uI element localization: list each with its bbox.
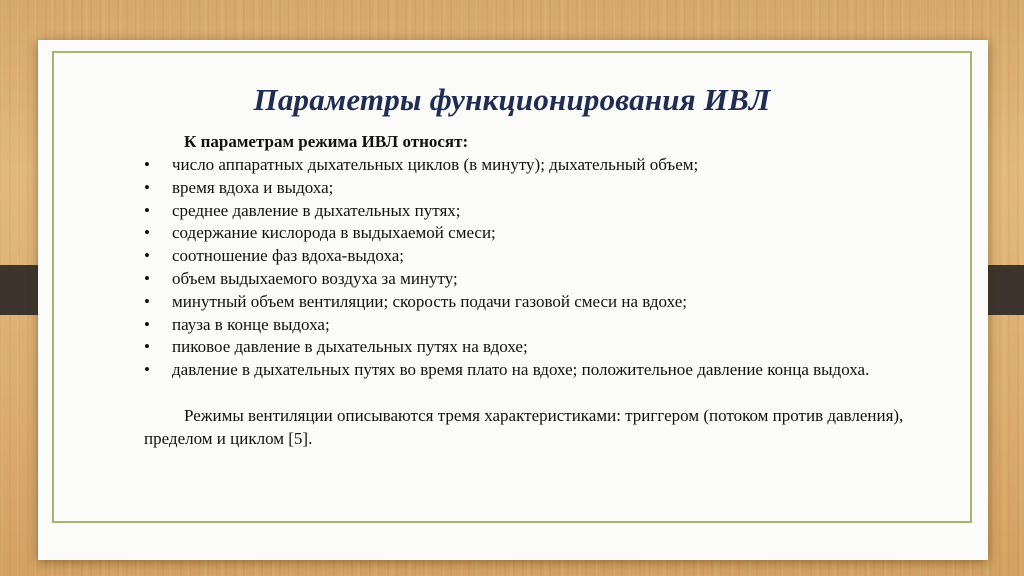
list-item: [144, 154, 904, 177]
bullet-icon: •: [144, 360, 150, 380]
list-item-text: содержание кислорода в выдыхаемой смеси;: [172, 223, 496, 243]
list-item: [144, 314, 904, 337]
bullet-icon: •: [144, 200, 150, 220]
list-item-text: соотношение фаз вдоха-выдоха;: [172, 246, 405, 266]
modes-paragraph: Режимы вентиляции описываются тремя характеристиками: триггером (потоком против давления), пределом и циклом [5].: [144, 406, 904, 448]
parameter-list: [144, 154, 904, 382]
list-item-text: среднее давление в дыхательных путях;: [172, 200, 461, 220]
list-item: [144, 336, 904, 359]
list-item-text: число аппаратных дыхательных циклов (в минуту); дыхательный объем;: [172, 155, 699, 174]
list-item: [144, 359, 904, 382]
bullet-icon: •: [144, 268, 150, 288]
bullet-icon: •: [144, 177, 150, 197]
list-item: [144, 268, 904, 291]
list-item: [144, 177, 904, 200]
list-item-text: давление в дыхательных путях во время плато на вдохе; положительное давление конца выдоха.: [172, 360, 870, 380]
list-item-text: время вдоха и выдоха;: [172, 177, 334, 197]
bullet-icon: •: [144, 314, 150, 334]
intro-text: К параметрам режима ИВЛ относят:: [184, 132, 469, 151]
list-item-text: объем выдыхаемого воздуха за минуту;: [172, 268, 458, 288]
list-item: [144, 222, 904, 245]
bullet-icon: •: [144, 291, 150, 311]
list-item-text: минутный объем вентиляции; скорость подачи газовой смеси на вдохе;: [172, 291, 687, 311]
bullet-icon: •: [144, 223, 150, 243]
list-item-text: пиковое давление в дыхательных путях на вдохе;: [172, 337, 528, 357]
bullet-icon: •: [144, 337, 150, 357]
slide-title: Параметры функционирования ИВЛ: [253, 82, 771, 117]
bullet-icon: •: [144, 155, 150, 174]
list-item: [144, 245, 904, 268]
list-item: [144, 200, 904, 223]
list-item: [144, 291, 904, 314]
bullet-icon: •: [144, 246, 150, 266]
list-item-text: пауза в конце выдоха;: [172, 314, 330, 334]
